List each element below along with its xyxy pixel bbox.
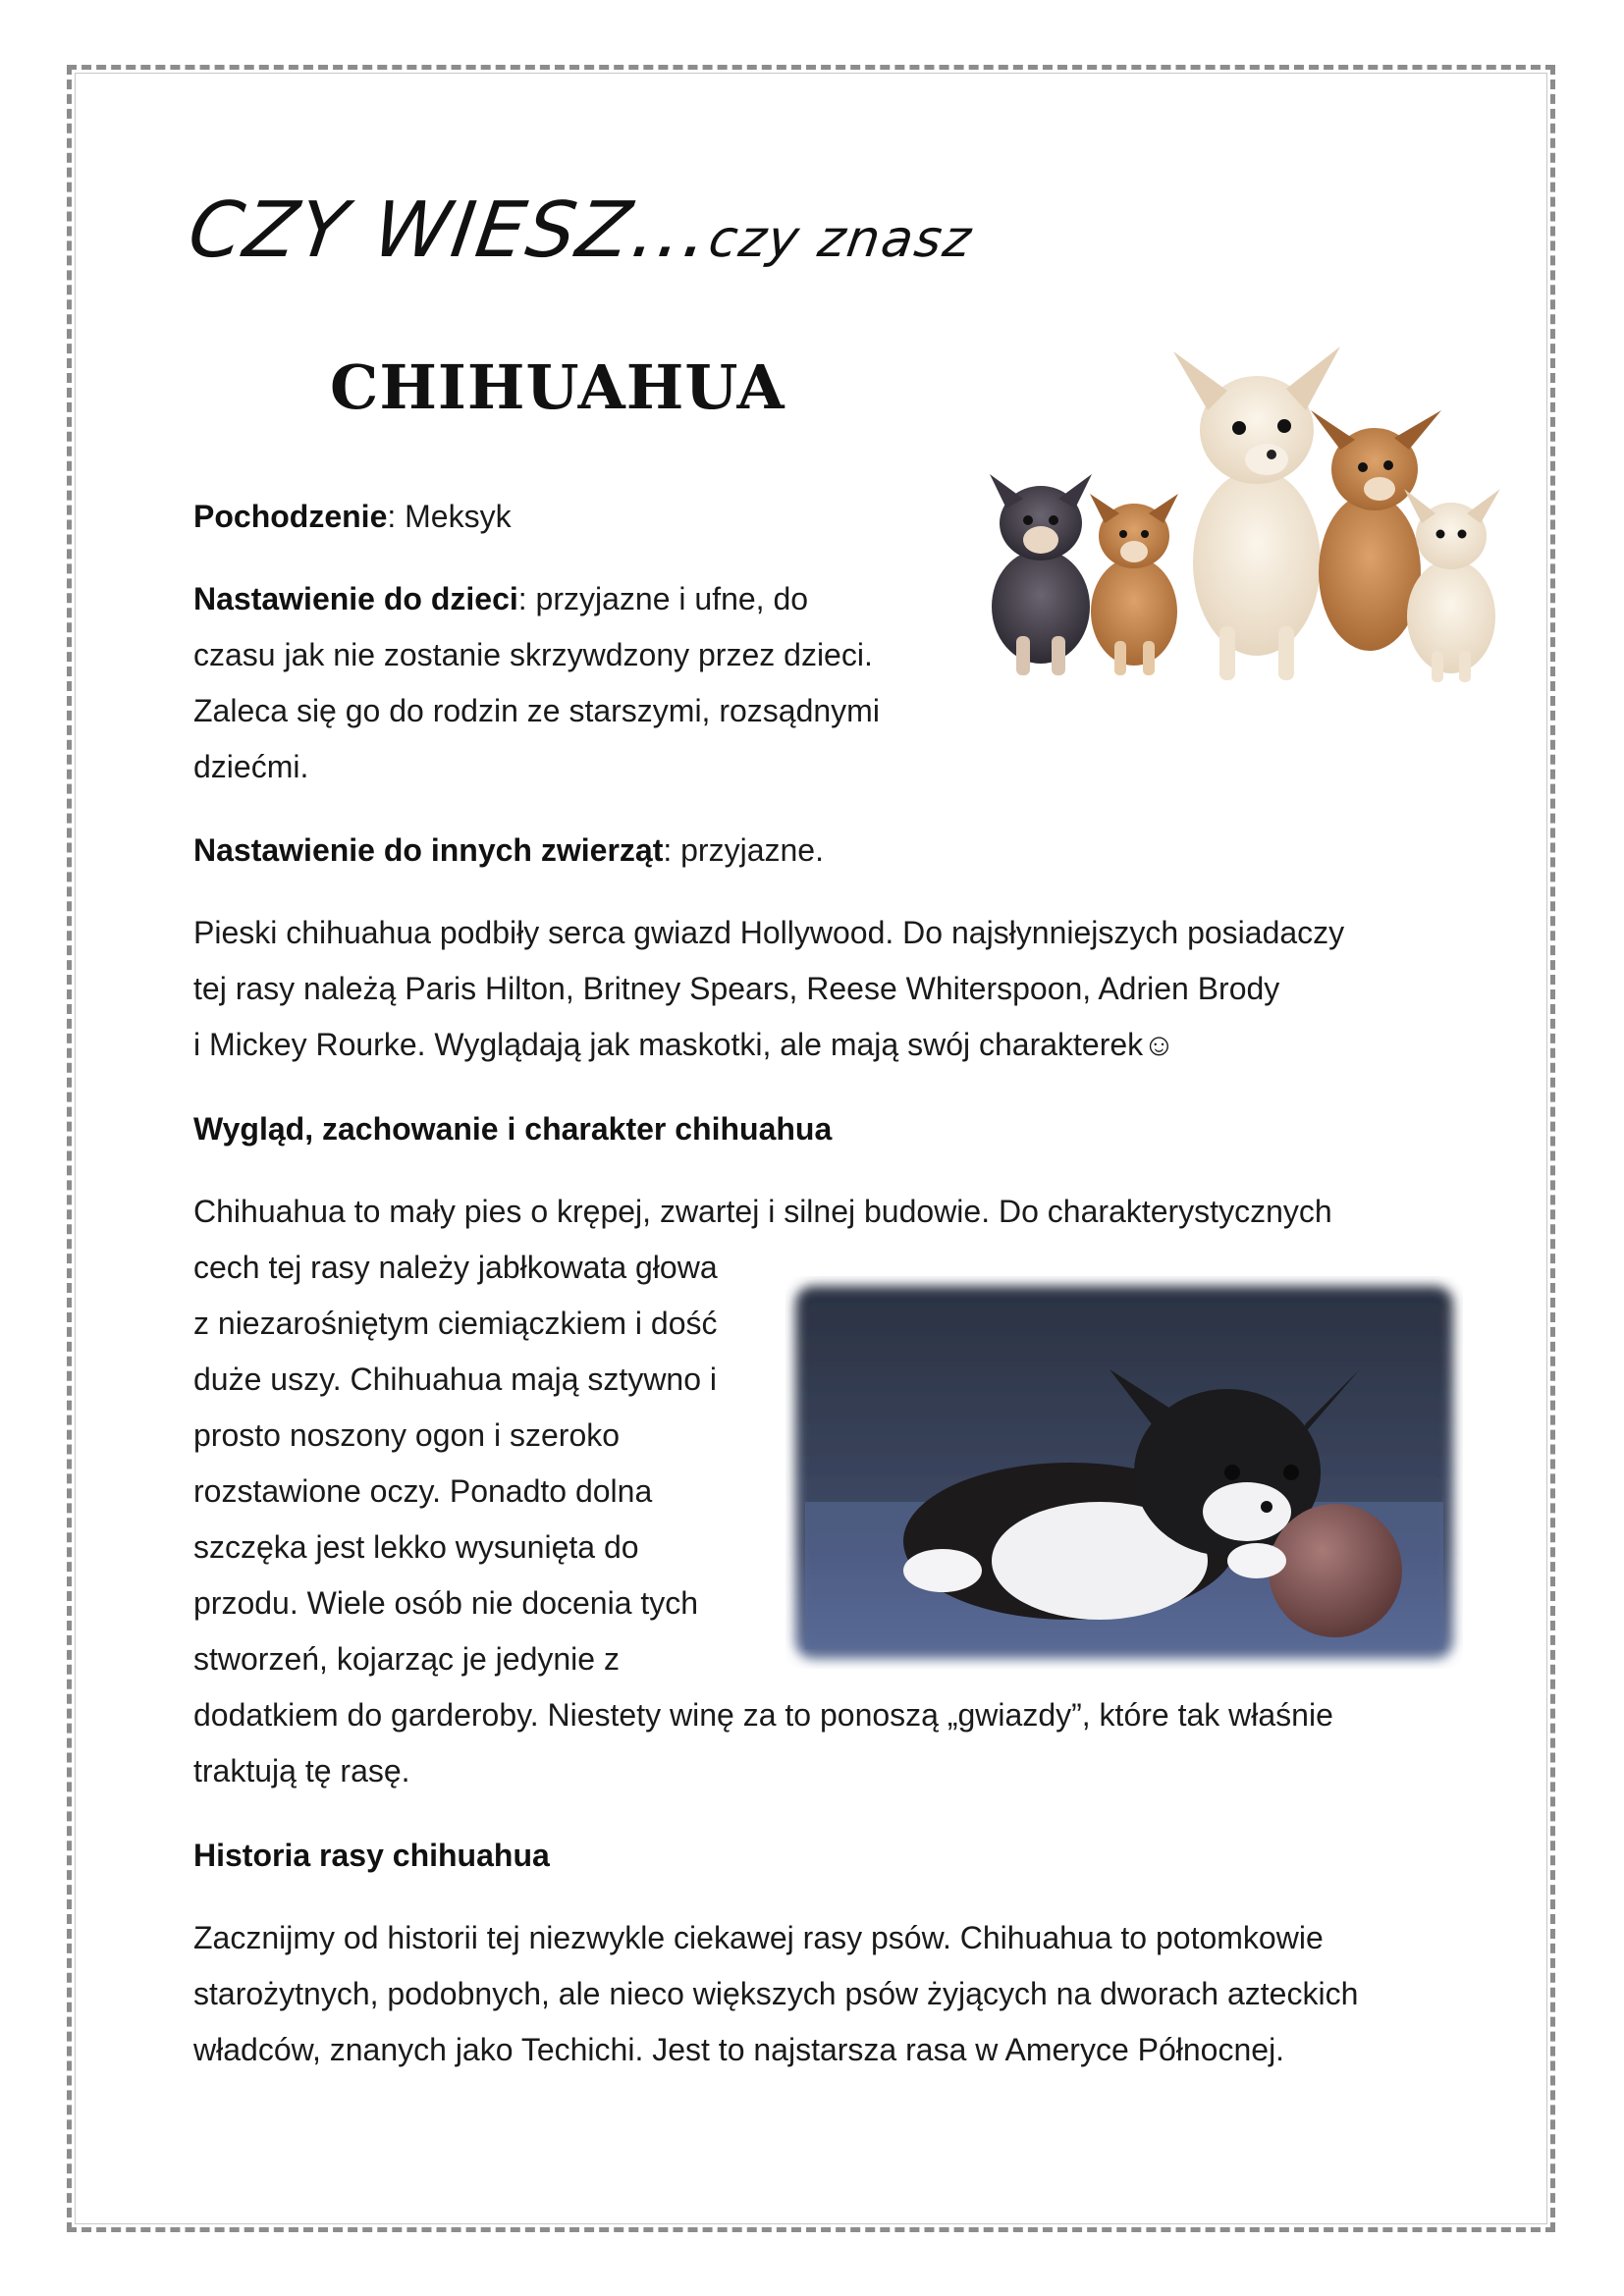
appearance-line-6: rozstawione oczy. Ponadto dolna <box>193 1473 653 1509</box>
appearance-line-2: cech tej rasy należy jabłkowata głowa <box>193 1250 718 1285</box>
appearance-heading: Wygląd, zachowanie i charakter chihuahua <box>193 1111 833 1147</box>
history-line-1: Zacznijmy od historii tej niezwykle ciekawej rasy psów. Chihuahua to potomkowie <box>193 1920 1324 1955</box>
header-script-main: CZY WIESZ… <box>183 187 718 275</box>
history-line-2: starożytnych, podobnych, ale nieco większych psów żyjących na dworach azteckich <box>193 1976 1359 2011</box>
appearance-line-5: prosto noszony ogon i szeroko <box>193 1417 621 1453</box>
animals-label: Nastawienie do innych zwierząt <box>193 832 664 868</box>
header-script-small: czy znasz <box>705 210 977 269</box>
header-script <box>184 187 980 275</box>
children-value: : przyjazne i ufne, do <box>517 581 809 616</box>
appearance-line-8: przodu. Wiele osób nie docenia tych <box>193 1585 699 1621</box>
children-line-3: Zaleca się go do rodzin ze starszymi, rozsądnymi <box>193 693 880 728</box>
children-line-1 <box>193 571 808 627</box>
hollywood-line-3: i Mickey Rourke. Wyglądają jak maskotki, ale mają swój charakterek☺ <box>193 1027 1175 1062</box>
origin-line <box>193 489 512 545</box>
chihuahua-group-photo <box>972 312 1522 701</box>
appearance-line-3: z niezarośniętym ciemiączkiem i dość <box>193 1306 718 1341</box>
animals-line <box>193 823 824 879</box>
origin-value: : Meksyk <box>387 499 512 534</box>
appearance-line-9: stworzeń, kojarząc je jedynie z <box>193 1641 620 1677</box>
puppy-with-ball-photo <box>785 1276 1463 1669</box>
history-line-3: władców, znanych jako Techichi. Jest to najstarsza rasa w Ameryce Północnej. <box>193 2032 1285 2067</box>
children-line-4: dziećmi. <box>193 749 309 784</box>
origin-label: Pochodzenie <box>193 499 388 534</box>
animals-value: : przyjazne. <box>663 832 824 868</box>
appearance-line-10: dodatkiem do garderoby. Niestety winę za to ponoszą „gwiazdy”, które tak właśnie <box>193 1697 1333 1733</box>
appearance-line-1: Chihuahua to mały pies o krępej, zwartej i silnej budowie. Do charakterystycznych <box>193 1194 1332 1229</box>
history-heading: Historia rasy chihuahua <box>193 1838 550 1873</box>
hollywood-line-1: Pieski chihuahua podbiły serca gwiazd Hollywood. Do najsłynniejszych posiadaczy <box>193 915 1345 950</box>
hollywood-line-2: tej rasy należą Paris Hilton, Britney Spears, Reese Whiterspoon, Adrien Brody <box>193 971 1280 1006</box>
appearance-line-11: traktują tę rasę. <box>193 1753 410 1789</box>
appearance-line-4: duże uszy. Chihuahua mają sztywno i <box>193 1362 718 1397</box>
breed-title: CHIHUAHUA <box>330 351 785 423</box>
appearance-line-7: szczęka jest lekko wysunięta do <box>193 1529 639 1565</box>
children-line-2: czasu jak nie zostanie skrzywdzony przez dzieci. <box>193 637 873 672</box>
children-label: Nastawienie do dzieci <box>193 581 518 616</box>
